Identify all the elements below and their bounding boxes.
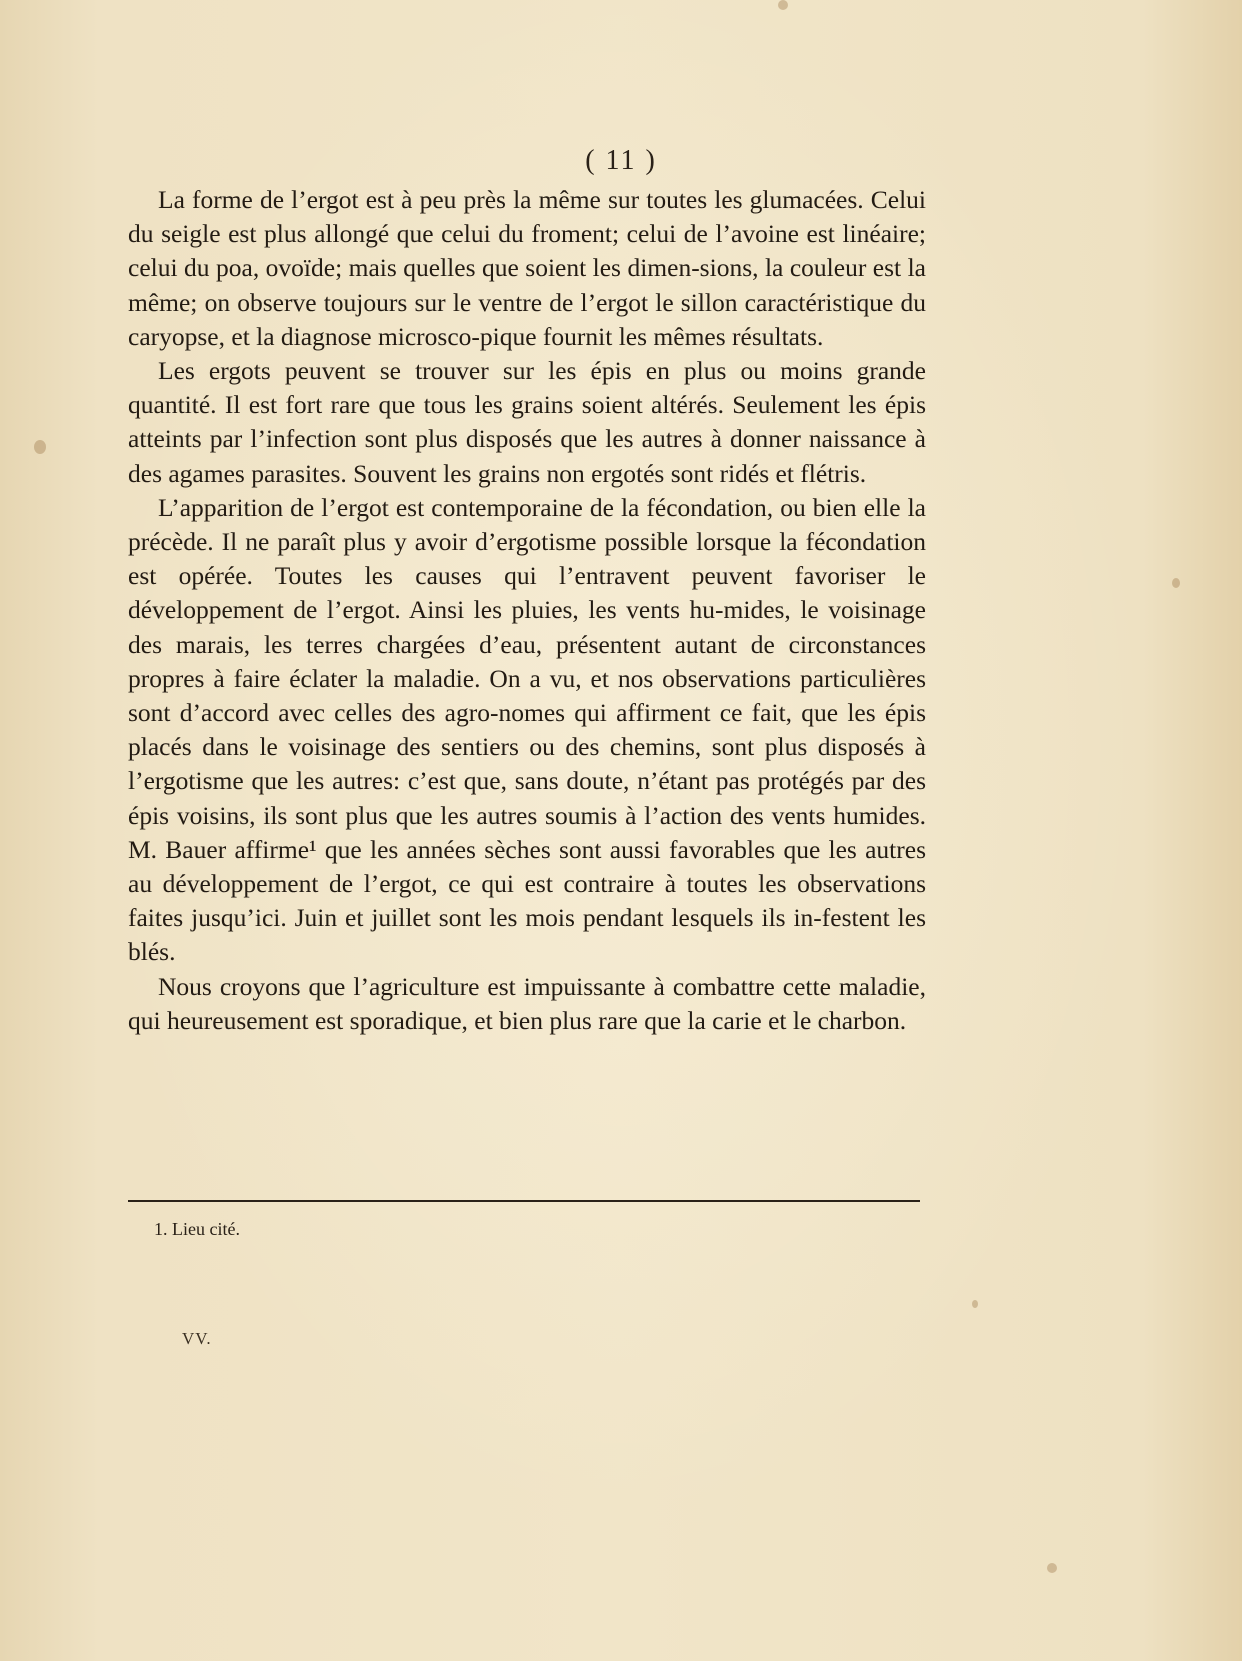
paragraph-4: Nous croyons que l’agriculture est impuissante à combattre cette maladie, qui heureusement est sporadique, et bien plus rare que la carie et le charbon.: [128, 971, 926, 1035]
paragraph-2: Les ergots peuvent se trouver sur les épis en plus ou moins grande quantité. Il est fort rare que tous les grains soient altérés. Seulement les épis atteints par l’infection sont plus disposés que les autres à donner naissance à des agames parasites. Souvent les grains non ergotés sont ridés et flétris.: [128, 356, 926, 488]
footnote: 1. Lieu cité.: [154, 1219, 240, 1239]
paragraph-1: La forme de l’ergot est à peu près la même sur toutes les glumacées. Celui du seigle est plus allongé que celui du froment; celui de l’avoine est linéaire; celui du poa, ovoïde; mais quelles que soient les dimen-sions, la couleur est la même; on observe toujours sur le ventre de l’ergot le sillon caractéristique du caryopse, et la diagnose microsco-pique fournit les mêmes résultats.: [128, 185, 926, 351]
foxing-spot: [1047, 1563, 1057, 1573]
signature-mark: VV.: [182, 1329, 212, 1348]
foxing-spot: [778, 0, 788, 10]
body-text: [128, 183, 926, 1038]
foxing-spot: [1172, 578, 1180, 588]
page-number: ( 11 ): [585, 145, 657, 176]
footnote-rule: [128, 1200, 920, 1202]
foxing-spot: [972, 1300, 978, 1308]
foxing-spot: [34, 440, 46, 454]
paragraph-3: L’apparition de l’ergot est contemporaine de la fécondation, ou bien elle la précède. Il ne paraît plus y avoir d’ergotisme possible lorsque la fécondation est opérée. Toutes les causes qui l’entravent peuvent favoriser le développement de l’ergot. Ainsi les pluies, les vents hu-mides, le voisinage des marais, les terres chargées d’eau, présentent autant de circonstances propres à faire éclater la maladie. On a vu, et nos observations particulières sont d’accord avec celles des agro-nomes qui affirment ce fait, que les épis placés dans le voisinage des sentiers ou des chemins, sont plus disposés à l’ergotisme que les autres: c’est que, sans doute, n’étant pas protégés par des épis voisins, ils sont plus que les autres soumis à l’action des vents humides. M. Bauer affirme¹ que les années sèches sont aussi favorables que les autres au développement de l’ergot, ce qui est contraire à toutes les observations faites jusqu’ici. Juin et juillet sont les mois pendant lesquels ils in-festent les blés.: [128, 492, 926, 967]
